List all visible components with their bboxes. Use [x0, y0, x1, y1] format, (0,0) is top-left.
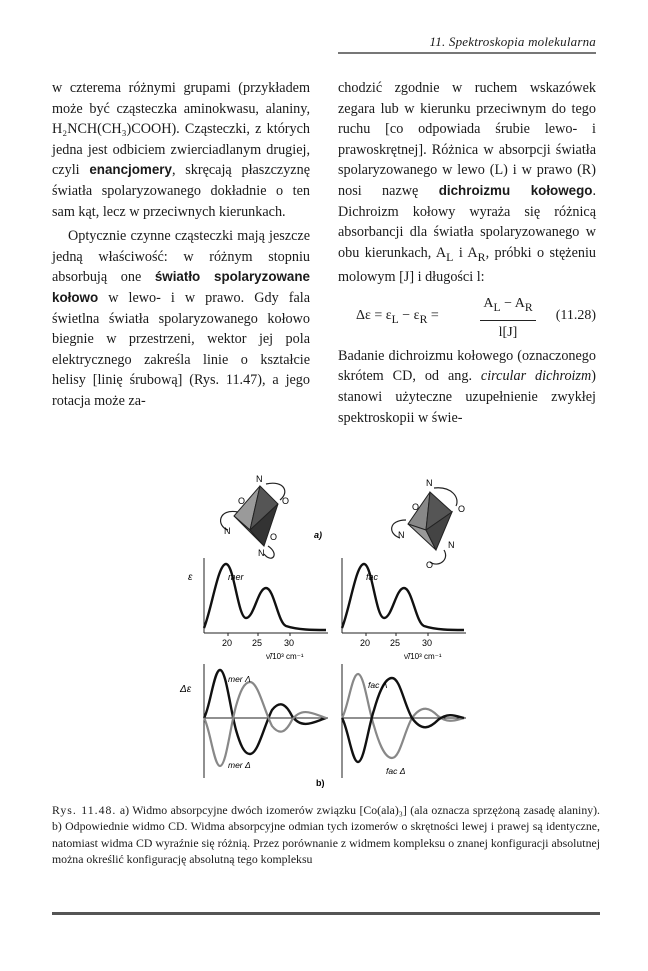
term-dichroizm: dichroizmu kołowego: [438, 182, 593, 198]
axis-label-delta-epsilon: Δε: [180, 684, 192, 695]
left-column: [52, 78, 310, 412]
tick-label: 25: [252, 638, 263, 648]
panel-label-a: a): [314, 530, 323, 540]
equation-11-28: [338, 294, 596, 341]
fac-absorption-curve: [342, 564, 464, 630]
figure-svg: [168, 468, 488, 798]
term-enancjomery: enancjomery: [89, 162, 172, 178]
tick-label: 30: [422, 638, 433, 648]
equation-number: (11.28): [555, 307, 596, 323]
atom-o: O: [426, 560, 434, 570]
text-run: w lewo- i w prawo. Gdy fala świetlna światła spolaryzowanego kołowo biegnie w przestrzeni, wektor jej pola elektrycznego zakreśla linie o kształcie helisy [linię śrubową] (Rys. 11.47), a jego rotacja może za-: [52, 289, 310, 409]
fac-lambda-label: fac Λ: [368, 680, 388, 690]
text-run: i A: [453, 244, 478, 261]
bottom-rule: [52, 912, 600, 915]
term-circular-light: światło spolaryzowane kołowo: [52, 269, 310, 305]
equation-numerator: [480, 294, 536, 321]
fac-delta-label: fac Δ: [386, 766, 406, 776]
subscript: L: [391, 312, 399, 326]
tick-label: 25: [390, 638, 401, 648]
figure-11-48: [168, 468, 488, 798]
subscript: L: [446, 249, 454, 264]
text-run: Δε = ε: [356, 307, 392, 323]
x-axis-unit: ν̃/10³ cm⁻¹: [404, 652, 442, 661]
text-run: =: [427, 307, 439, 323]
caption-text: a) Widmo absorpcyjne dwóch izomerów związku [Co(ala)₃] (ala oznacza sprzężoną zasadę alaniny). b) Odpowiednie widmo CD. Widma absorpcyjne odmian tych izomerów o skrętności lewej i prawej są identyczne, natomiast widma CD wyraźnie się różnią. Przez porównanie z widmem kompleksu o znanej konfiguracji absolutnej można określić konfigurację absolutną tego kompleksu: [52, 803, 600, 867]
equation-denominator: l[J]: [498, 325, 518, 341]
italic-term: circular dichroizm: [480, 368, 592, 385]
right-column: [338, 78, 596, 428]
header-rule: [338, 52, 596, 54]
atom-n: N: [224, 526, 231, 536]
text-run: A: [483, 295, 494, 311]
text-run: w czterema różnymi grupami (przykładem może być cząsteczka aminokwasu, alaniny, H₂NCH(CH₃)COOH). Cząsteczki, z których jedna jest odbiciem zwierciadlanym drugiej, czyli: [52, 80, 310, 179]
mer-molecule: [221, 474, 289, 558]
text-run: , skręcają płaszczyznę światła spolaryzowanego dokładnie o ten sam kąt, lecz w przeciwnych kierunkach.: [52, 162, 310, 220]
tick-label: 20: [222, 638, 233, 648]
caption-label: Rys. 11.48.: [52, 803, 117, 817]
mer-delta-label: mer Δ: [228, 760, 251, 770]
right-paragraph-1: [338, 78, 596, 288]
figure-caption: [52, 802, 600, 868]
text-run: ) stanowi użyteczne uzupełnienie zwykłej spektroskopii w świe-: [338, 368, 596, 426]
axis-label-epsilon: ε: [188, 572, 193, 583]
running-header: 11. Spektroskopia molekularna: [429, 34, 596, 49]
fac-molecule: [392, 478, 465, 570]
text-run: , próbki o stężeniu molowym [J] i długości l:: [338, 244, 597, 286]
atom-n: N: [426, 478, 433, 488]
fac-label: fac: [366, 572, 379, 582]
chelate-arc: [264, 546, 274, 558]
tick-label: 20: [360, 638, 371, 648]
atom-o: O: [458, 504, 466, 514]
atom-n: N: [258, 548, 265, 558]
equation-lhs: [356, 306, 439, 330]
text-run: Badanie dichroizmu kołowego (oznaczonego skrótem CD, od ang.: [338, 347, 596, 385]
text-run: . Dichroizm kołowy wyraża się różnicą absorbancji dla światła spolaryzowanego w obu kierunkach, A: [338, 182, 596, 261]
left-paragraph-1: [52, 78, 310, 222]
mer-absorption-curve: [204, 564, 326, 630]
subscript: L: [493, 300, 501, 314]
atom-o: O: [282, 496, 290, 506]
atom-o: O: [270, 532, 278, 542]
mer-label: mer: [228, 572, 244, 582]
text-run: chodzić zgodnie w ruchem wskazówek zegara lub w kierunku przeciwnym do tego ruchu [co odpowiada śrubie lewo- i prawoskrętnej]. Różnica w absorpcji światła spolaryzowanego w lewo (L) i w prawo (R) nosi nazwę: [338, 80, 596, 199]
text-run: − A: [500, 295, 525, 311]
subscript: R: [524, 300, 533, 314]
atom-n: N: [398, 530, 405, 540]
mer-lambda-label: mer Λ: [228, 674, 251, 684]
right-paragraph-2: [338, 346, 596, 428]
atom-o: O: [238, 496, 246, 506]
text-run: Optycznie czynne cząsteczki mają jeszcze jedną właściwość: w różnym stopniu absorbują one: [52, 228, 310, 286]
x-axis-unit: ν̃/10³ cm⁻¹: [266, 652, 304, 661]
subscript: R: [419, 312, 428, 326]
atom-n: N: [256, 474, 263, 484]
equation-fraction: [480, 294, 536, 344]
panel-label-b: b): [316, 778, 325, 788]
subscript: R: [477, 249, 486, 264]
atom-n: N: [448, 540, 455, 550]
text-run: − ε: [398, 307, 420, 323]
atom-o: O: [412, 502, 420, 512]
tick-label: 30: [284, 638, 295, 648]
left-paragraph-2: [52, 226, 310, 411]
